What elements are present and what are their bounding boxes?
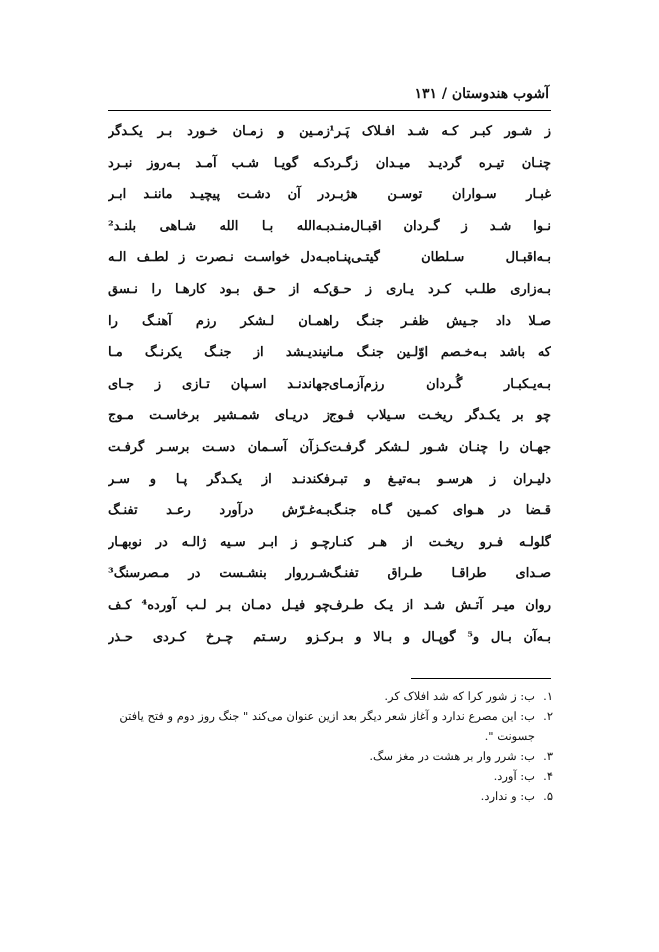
- footnote-text: ب: این مصرع ندارد و آغاز شعر دیگر بعد ازین عنوان می‌کند " جنگ روز دوم و فتح یافتن جسونت ".: [119, 709, 535, 743]
- verse-line: [108, 341, 551, 373]
- hemistich-left: نیندیـشد از جنـگ یکرنـگ مـا: [108, 345, 330, 361]
- hemistich-right: بـه‌یـکبـار گُـردان رزم‌آزمـای: [329, 376, 551, 392]
- verse-line: [108, 531, 551, 563]
- verse-line: [108, 278, 551, 310]
- footnote-text: ب: آورد.: [493, 769, 535, 783]
- hemistich-right: که باشد بـه‌خـصم اوّلـین جنـگ مـا: [329, 345, 551, 361]
- footnote-text: ب: و ندارد.: [480, 789, 535, 803]
- header-rule: [108, 110, 551, 111]
- hemistich-right: صـدای طراقـا طـراق تفنـگ: [329, 566, 551, 582]
- footnote-item: [108, 706, 553, 746]
- verse-line: [108, 499, 551, 531]
- verse-line: [108, 562, 551, 594]
- footnote-item: [108, 746, 553, 766]
- hemistich-left: فکندنـد از یکـدگر پـا و سـر: [108, 471, 330, 487]
- hemistich-right: چو بر یکـدگر ریخـت سـیلاب فـوج: [329, 408, 551, 424]
- hemistich-right: گلولـه فـرو ریخـت از هـر کنـار: [329, 534, 551, 550]
- footnote-text: ب: ز شور کرا که شد افلاک کر.: [384, 689, 535, 703]
- verse-line: [108, 436, 551, 468]
- hemistich-left: کـزآن آسـمان دسـت برسـر گرفـت: [108, 440, 330, 455]
- hemistich-left: کـه از حـق بـود کارهـا را نـسق: [108, 282, 330, 297]
- footnote-number: ۵.: [543, 789, 553, 803]
- verse-line: [108, 310, 551, 342]
- verse-line: [108, 152, 551, 184]
- hemistich-right: دلیـران ز هرسـو بـه‌تیـغ و تبـر: [329, 471, 551, 487]
- verse-line: [108, 594, 551, 626]
- footnote-item: [108, 686, 553, 706]
- hemistich-left: ز دریـای شمـشیر برخاسـت مـوج: [108, 408, 330, 424]
- verse-line: [108, 626, 551, 658]
- hemistich-right: چنـان تیـره گردیـد میـدان زگـرد: [329, 155, 551, 171]
- hemistich-left: بـه‌الله بـا الله شـاهی بلنـد²: [108, 218, 330, 234]
- verse-line: [108, 183, 551, 215]
- verse-line: [108, 215, 551, 247]
- hemistich-right: بـه‌زاری طلـب کـرد یـاری ز حـق: [329, 282, 551, 297]
- footnote-rule: [411, 678, 551, 679]
- hemistich-left: شـرروار بنشـست در مـصرسنگ³: [108, 566, 330, 582]
- verse-line: [108, 120, 551, 152]
- hemistich-right: بـه‌اقبـال سـلطان گیتـی‌پنـاه: [329, 250, 551, 266]
- hemistich-right: صـلا داد جـیش ظفـر جنـگ را: [329, 313, 551, 329]
- footnote-number: ۱.: [543, 689, 553, 703]
- hemistich-right: قـضا در هـوای کمـین گـاه جنـگ: [329, 503, 551, 519]
- hemistich-left: در آن دشـت پیچیـد ماننـد ابـر: [108, 187, 330, 203]
- hemistich-right: غبـار سـواران توسـن هژبـر: [329, 187, 551, 203]
- verse-line: [108, 404, 551, 436]
- hemistich-left: کـزو رسـتم چـرخ کـردی حـذر: [108, 629, 330, 645]
- verse-line: [108, 373, 551, 405]
- footnote-text: ب: شرر وار بر هشت در مغز سگ.: [369, 749, 535, 763]
- footnote-number: ۳.: [543, 749, 553, 763]
- hemistich-right: روان میـر آتـش شـد از یـک طـرف: [329, 598, 551, 613]
- running-head: آشوب هندوستان / ۱۳۱: [414, 86, 549, 102]
- footnote-number: ۴.: [543, 769, 553, 783]
- hemistich-left: زمـین و زمـان خـورد بـر یکـدگر: [108, 124, 330, 139]
- footnote-number: ۲.: [543, 709, 553, 723]
- verse-line: [108, 246, 551, 278]
- hemistich-left: کـه گویـا شـب آمـد بـه‌روز نبـرد: [108, 155, 330, 171]
- hemistich-right: نـوا شـد ز گـردان اقبـال‌منـد: [329, 218, 551, 234]
- hemistich-left: چو فیـل دمـان بـر لـب آورده⁴ کـف: [108, 598, 330, 613]
- hemistich-left: بـه‌دل خواسـت نـصرت ز لطـف الـه: [108, 250, 330, 266]
- hemistich-left: چـو ز ابـر سـیه ژالـه در نوبهـار: [108, 534, 330, 550]
- hemistich-left: بـه‌غـرّش درآورد رعـد تفنـگ: [108, 503, 330, 519]
- verse-line: [108, 468, 551, 500]
- footnote-item: [108, 786, 553, 806]
- hemistich-right: جهـان را چنـان شـور لـشکر گرفـت: [329, 440, 551, 455]
- hemistich-right: ز شـور کبـر کـه شـد افـلاک پَـر¹: [329, 124, 551, 139]
- hemistich-left: همـان لـشکر رزم آهنـگ را: [108, 313, 330, 329]
- hemistich-right: بـه‌آن بـال و⁵ گوپـال و بـالا و بـر: [329, 629, 551, 645]
- footnotes: [108, 686, 553, 806]
- hemistich-left: جهاندنـد اسـپان تـازی ز جـای: [108, 376, 330, 392]
- footnote-item: [108, 766, 553, 786]
